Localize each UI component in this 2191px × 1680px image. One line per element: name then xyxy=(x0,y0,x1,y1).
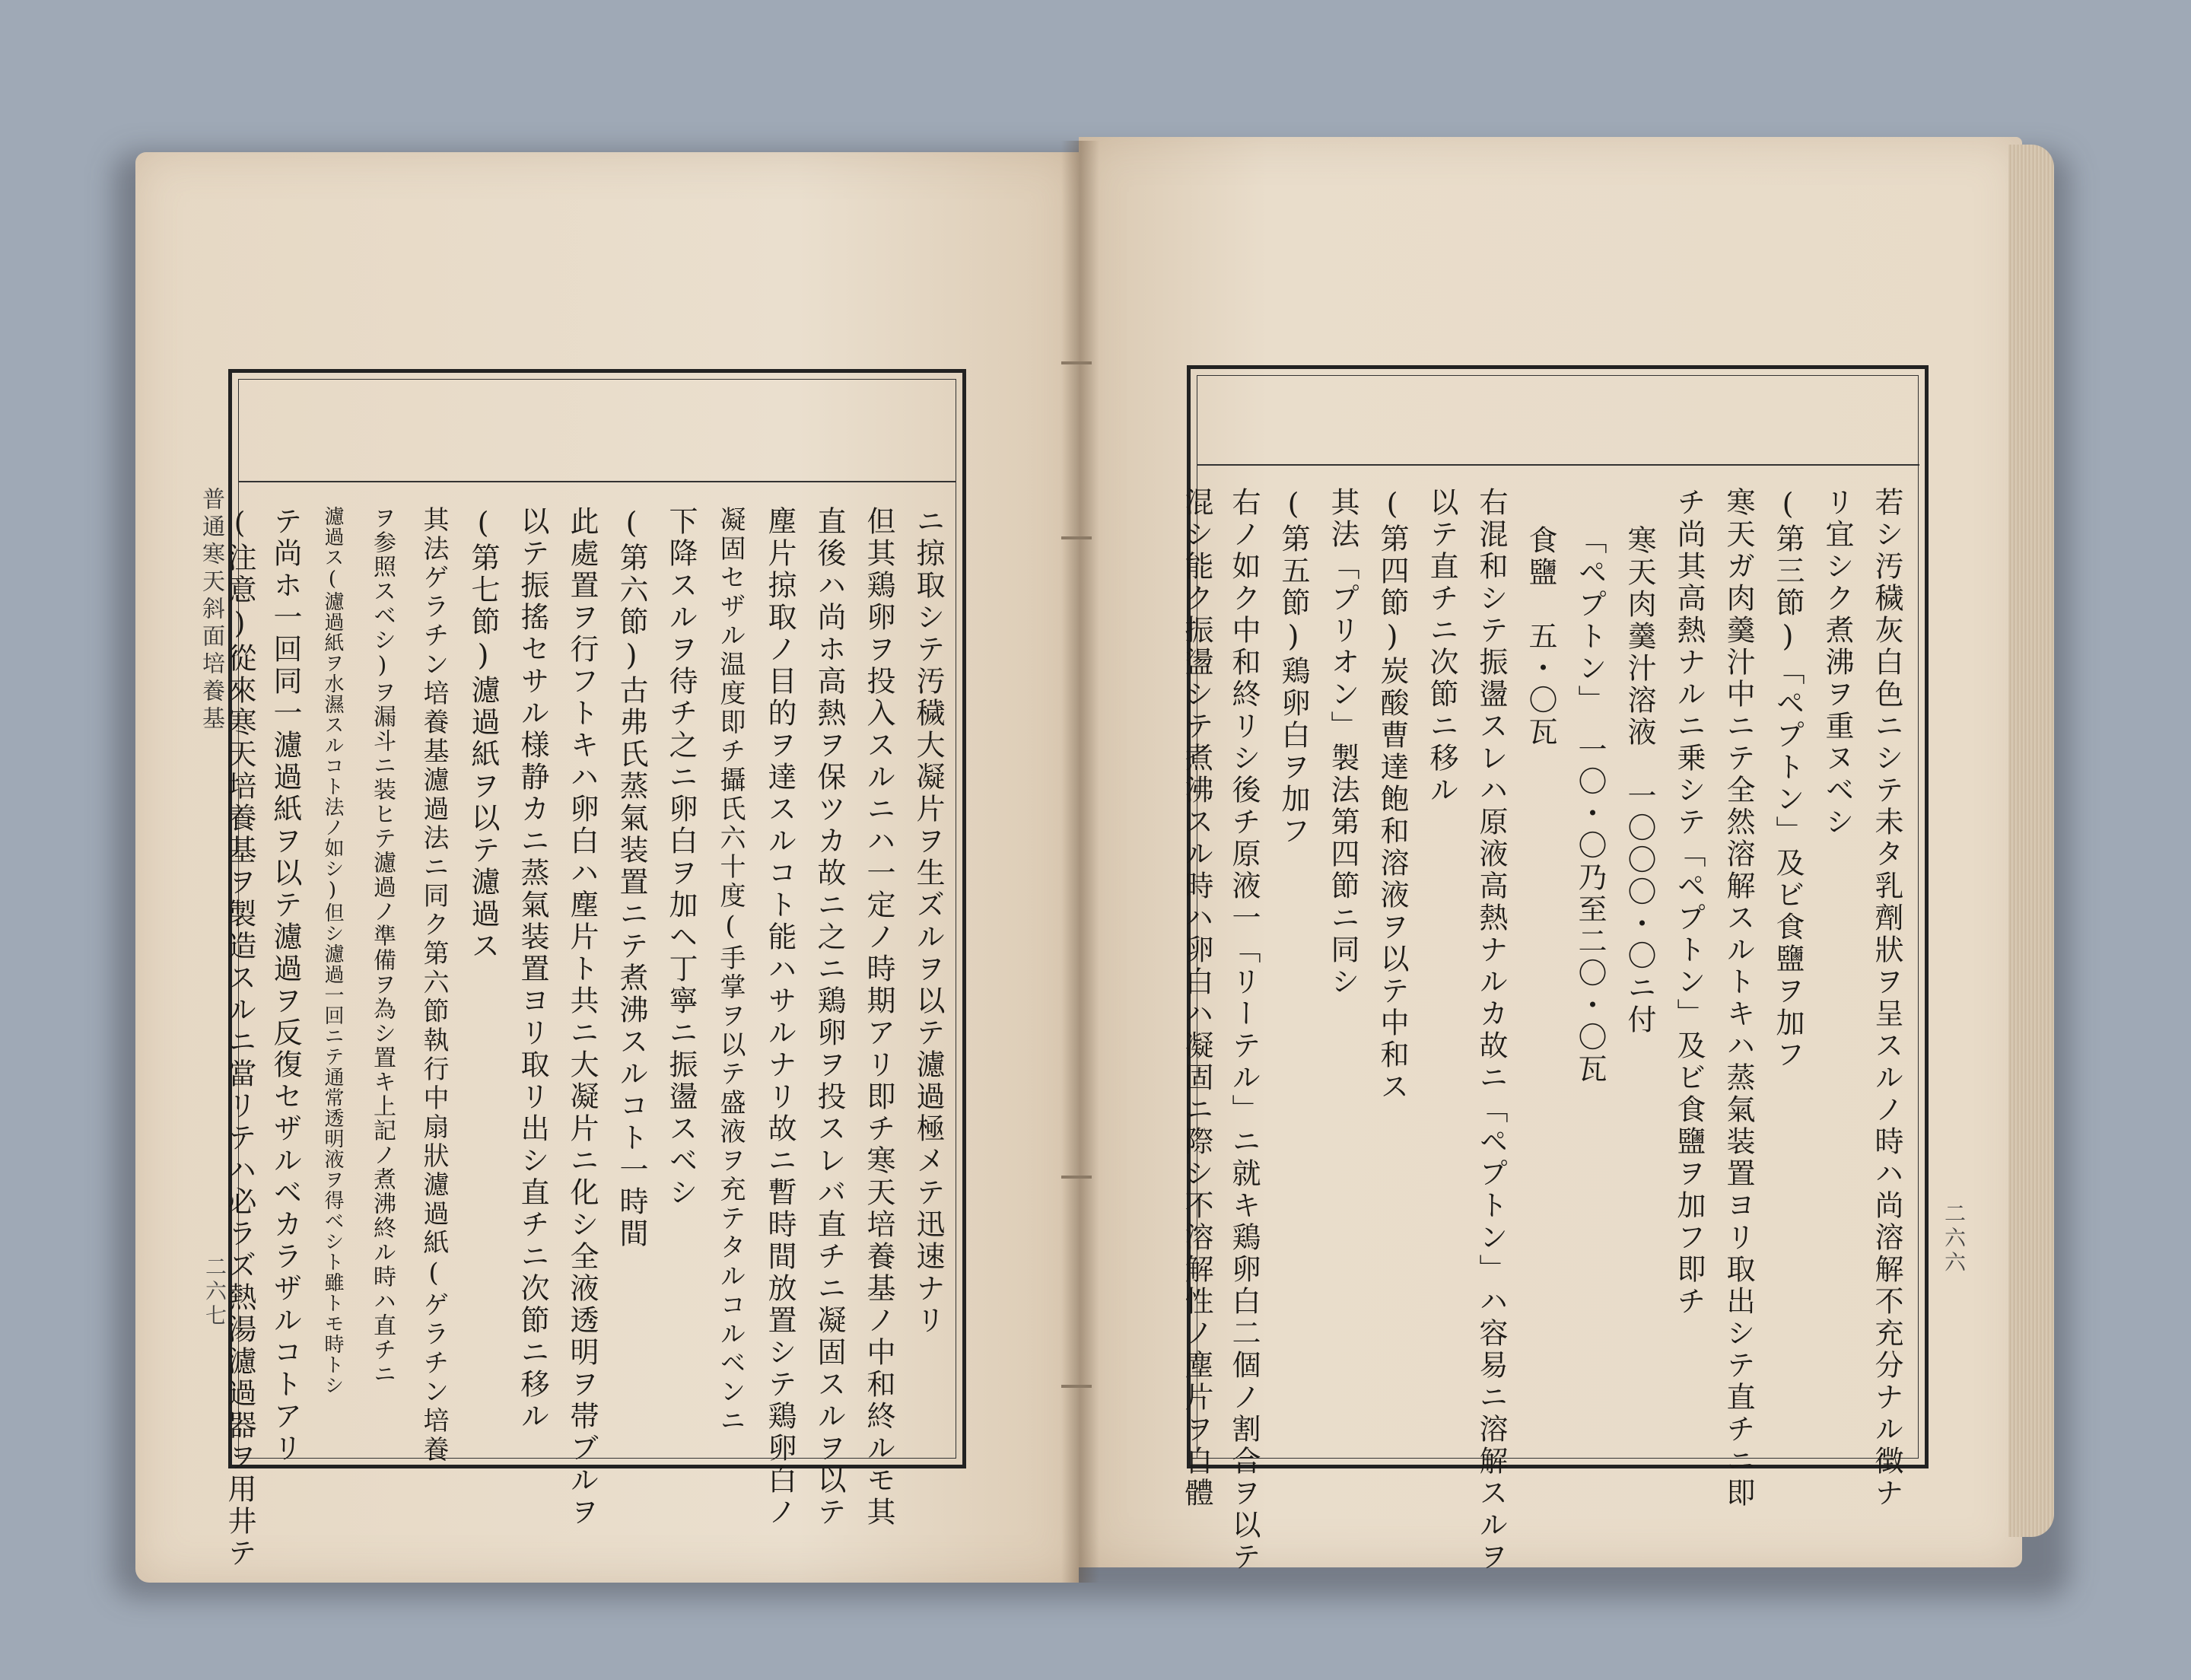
text-column: 凝固セザル温度即チ攝氏六十度(手掌ヲ以テ盛液ヲ充テタルコルベンニ xyxy=(715,506,746,1436)
text-column: 右混和シテ振盪スレハ原液高熱ナルカ故ニ「ペプトン」ハ容易ニ溶解スルヲ xyxy=(1474,487,1508,1573)
section-heading: (第三節)「ペプトン」及ビ食鹽ヲ加フ xyxy=(1771,487,1805,1071)
page-number-right: 二六六 xyxy=(1941,1202,1967,1275)
text-column: 若シ汚穢灰白色ニシテ未タ乳劑狀ヲ呈スルノ時ハ尚溶解不充分ナル徴ナ xyxy=(1870,487,1903,1510)
text-column: テ尚ホ一回同一濾過紙ヲ以テ濾過ヲ反復セザルベカラザルコトアリ xyxy=(269,506,302,1465)
text-column: 混シ能ク振盪シテ煮沸スル時ハ卵白ハ凝固ニ際シ不溶解性ノ塵片ヲ自體 xyxy=(1180,487,1213,1510)
text-column: リ宜シク煮沸ヲ重ヌベシ xyxy=(1821,487,1854,838)
text-column: 右ノ如ク中和終リシ後チ原液一「リーテル」ニ就キ鶏卵白二個ノ割合ヲ以テ xyxy=(1227,487,1261,1573)
text-column: (注意)從來寒天培養基ヲ製造スルニ當リテハ必ラズ熱湯濾過器ヲ用井テ xyxy=(223,506,256,1570)
text-column: 下降スルヲ待チ之ニ卵白ヲ加ヘ丁寧ニ振盪スベシ xyxy=(664,506,698,1209)
left-header-rule xyxy=(238,481,956,482)
text-column: 其法ゲラチン培養基濾過法ニ同ク第六節執行中扇狀濾過紙(ゲラチン培養 xyxy=(418,506,449,1465)
formula-line: 食鹽 五・〇瓦 xyxy=(1524,525,1557,749)
binding-stitch xyxy=(1061,1385,1092,1388)
section-heading: (第四節)炭酸曹達飽和溶液ヲ以テ中和ス xyxy=(1375,487,1409,1103)
section-heading: (第五節)鶏卵白ヲ加フ xyxy=(1277,487,1310,848)
right-header-rule xyxy=(1197,464,1919,466)
text-column: 但其鶏卵ヲ投入スルニハ一定ノ時期アリ即チ寒天培養基ノ中和終ルモ其 xyxy=(862,506,895,1529)
text-column: ニ掠取シテ汚穢大凝片ヲ生ズルヲ以テ濾過極メテ迅速ナリ xyxy=(911,506,945,1337)
text-column: 塵片掠取ノ目的ヲ達スルコト能ハサルナリ故ニ暫時間放置シテ鶏卵白ノ xyxy=(763,506,797,1529)
page-number-left: 二六七 xyxy=(202,1255,227,1328)
text-column: ヲ参照スベシ)ヲ漏斗ニ装ヒテ濾過ノ準備ヲ為シ置キ上記ノ煮沸終ル時ハ直チニ xyxy=(369,506,396,1386)
section-heading: (第七節)濾過紙ヲ以テ濾過ス xyxy=(466,506,500,963)
text-column: 直後ハ尚ホ高熱ヲ保ツカ故ニ之ニ鶏卵ヲ投スレバ直チニ凝固スルヲ以テ xyxy=(812,506,846,1529)
formula-line: 「ペプトン」 一〇・〇乃至二〇・〇瓦 xyxy=(1573,525,1607,1086)
text-column: 此處置ヲ行フトキハ卵白ハ塵片ト共ニ大凝片ニ化シ全液透明ヲ帯ブルヲ xyxy=(565,506,599,1529)
section-heading: (第六節)古弗氏蒸氣装置ニテ煮沸スルコト一時間 xyxy=(615,506,648,1250)
binding-stitch xyxy=(1061,536,1092,539)
text-column: 以テ振搖セサル様静カニ蒸氣装置ヨリ取リ出シ直チニ次節ニ移ル xyxy=(516,506,549,1433)
page-edges xyxy=(2008,145,2054,1537)
text-column: チ尚其高熱ナルニ乗シテ「ペプトン」及ビ食鹽ヲ加フ即チ xyxy=(1672,487,1706,1318)
binding-stitch xyxy=(1061,361,1092,364)
running-title: 普通寒天斜面培養基 xyxy=(198,487,224,733)
text-column: 其法「プリオン」製法第四節ニ同シ xyxy=(1326,487,1359,998)
formula-line: 寒天肉羹汁溶液 一〇〇〇・〇ニ付 xyxy=(1623,525,1656,1036)
text-column: 寒天ガ肉羹汁中ニテ全然溶解スルトキハ蒸氣装置ヨリ取出シテ直チニ即 xyxy=(1722,487,1755,1510)
text-column: 濾過ス(濾過紙ヲ水濕スルコト法ノ如シ)但シ濾過一回ニテ通常透明液ヲ得ベシト雖トモ時トシ xyxy=(321,506,344,1395)
book-gutter xyxy=(1061,141,1099,1583)
binding-stitch xyxy=(1061,1176,1092,1179)
text-column: 以テ直チニ次節ニ移ル xyxy=(1425,487,1458,807)
